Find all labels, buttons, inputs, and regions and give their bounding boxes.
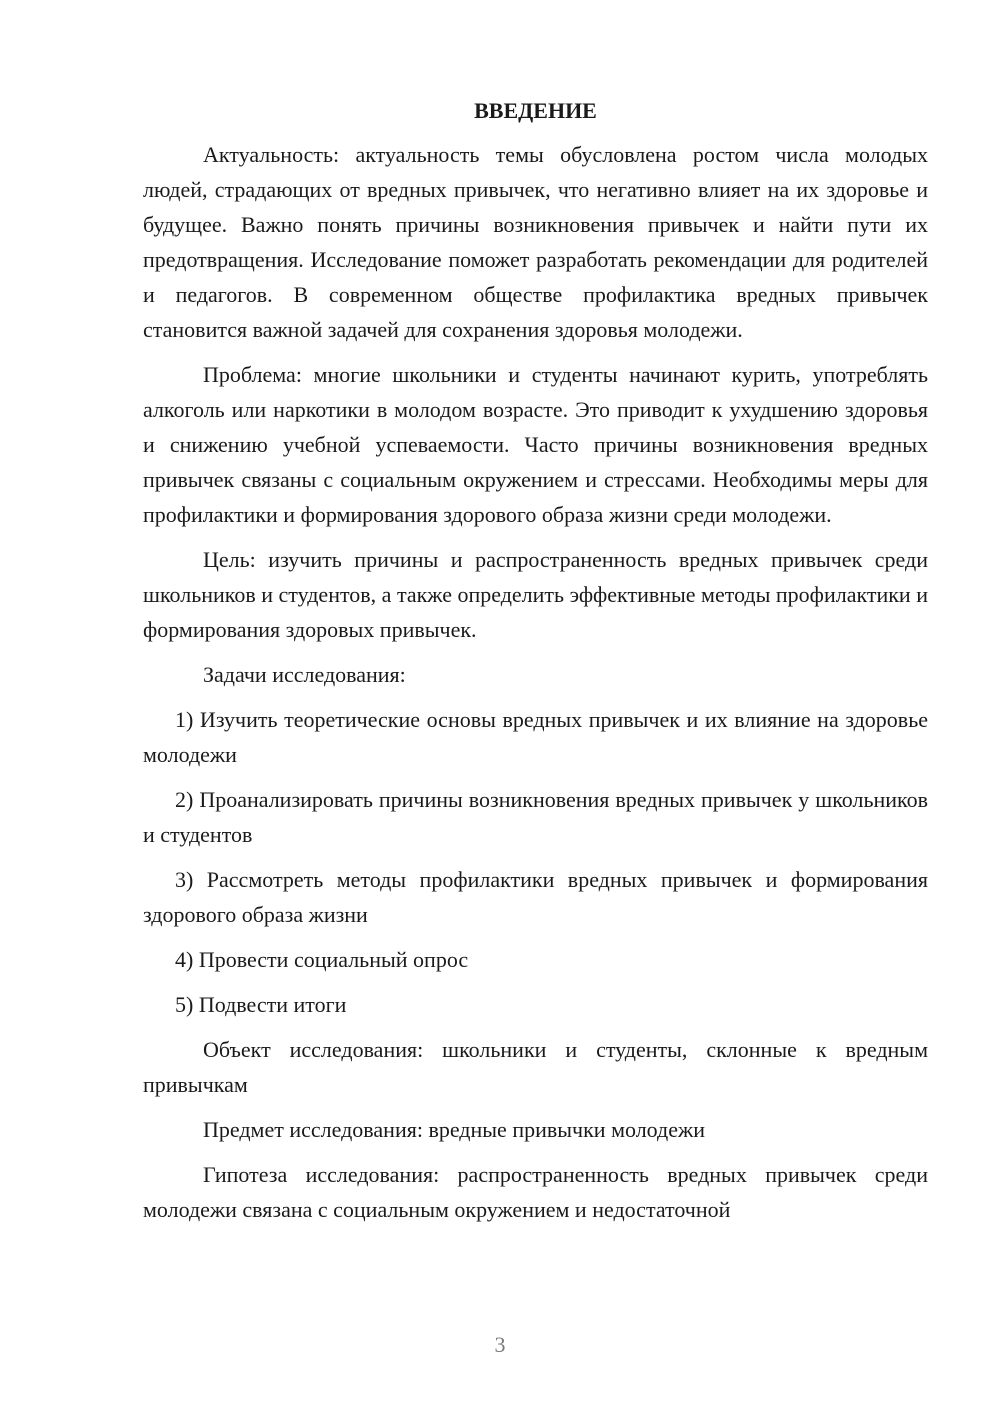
paragraph-tasks-heading: Задачи исследования: xyxy=(203,662,406,687)
page-body xyxy=(143,98,928,1237)
page-number: 3 xyxy=(494,1332,506,1357)
paragraph-problem: Проблема: многие школьники и студенты начинают курить, употреблять алкоголь или наркотики в молодом возрасте. Это приводит к ухудшению здоровья и снижению учебной успеваемости. Часто причины возникновения вредных привычек связаны с социальным окружением и стрессами. Необходимы меры для профилактики и формирования здорового образа жизни среди молодежи. xyxy=(143,362,928,527)
task-item-4: 4) Провести социальный опрос xyxy=(175,947,469,972)
paragraph-goal: Цель: изучить причины и распространенность вредных привычек среди школьников и студентов, а также определить эффективные методы профилактики и формирования здоровых привычек. xyxy=(143,547,928,642)
task-item-3: 3) Рассмотреть методы профилактики вредных привычек и формирования здорового образа жизни xyxy=(143,867,928,927)
task-item-2: 2) Проанализировать причины возникновения вредных привычек у школьников и студентов xyxy=(143,787,928,847)
paragraph-hypothesis: Гипотеза исследования: распространенность вредных привычек среди молодежи связана с социальным окружением и недостаточной xyxy=(143,1162,928,1222)
task-item-5: 5) Подвести итоги xyxy=(175,992,347,1017)
paragraph-relevance: Актуальность: актуальность темы обусловлена ростом числа молодых людей, страдающих от вредных привычек, что негативно влияет на их здоровье и будущее. Важно понять причины возникновения привычек и найти пути их предотвращения. Исследование поможет разработать рекомендации для родителей и педагогов. В современном обществе профилактика вредных привычек становится важной задачей для сохранения здоровья молодежи. xyxy=(143,142,928,342)
paragraph-subject: Предмет исследования: вредные привычки молодежи xyxy=(203,1117,705,1142)
section-title: ВВЕДЕНИЕ xyxy=(474,98,597,123)
paragraph-object: Объект исследования: школьники и студенты, склонные к вредным привычкам xyxy=(143,1037,928,1097)
task-item-1: 1) Изучить теоретические основы вредных привычек и их влияние на здоровье молодежи xyxy=(143,707,928,767)
